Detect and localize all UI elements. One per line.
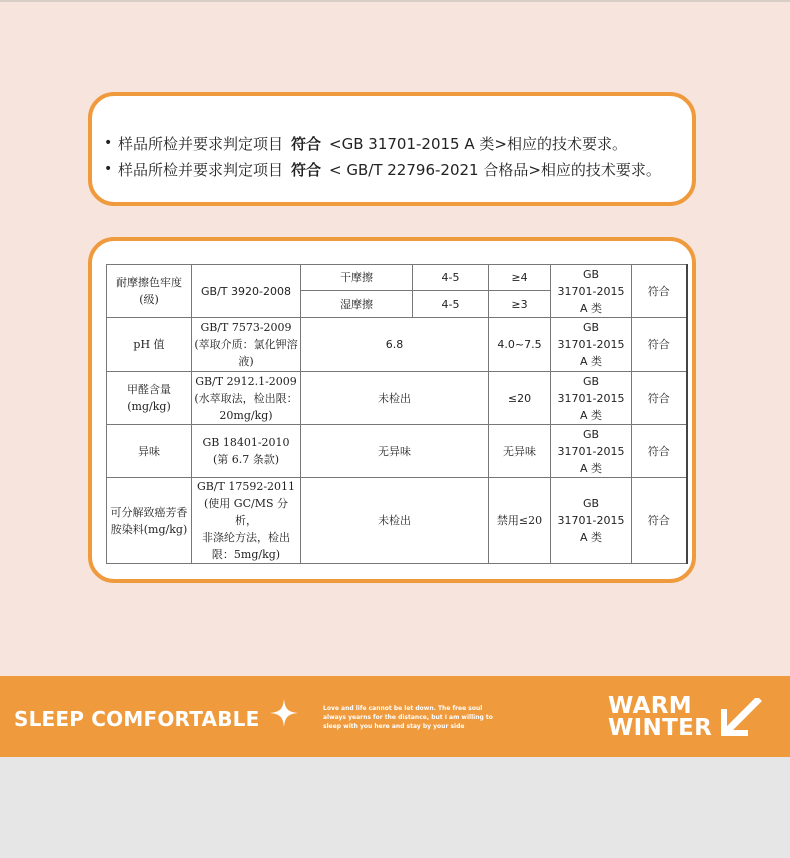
statement-prefix: 样品所检并要求判定项目 <box>118 160 284 179</box>
compliance-statement <box>104 130 661 156</box>
top-divider <box>0 0 790 2</box>
subitem-cell: 干摩擦 <box>301 265 413 291</box>
compliance-statement <box>104 156 661 182</box>
method-cell: GB/T 3920-2008 <box>192 265 301 318</box>
result-cell: 4-5 <box>413 265 489 291</box>
bottom-gray-area <box>0 757 790 858</box>
limit-cell: 禁用≤20 <box>489 478 551 564</box>
item-cell: 异味 <box>107 425 192 478</box>
limit-cell: 4.0~7.5 <box>489 318 551 372</box>
item-cell: 耐摩擦色牢度 (级) <box>107 265 192 318</box>
statement-verdict: 符合 <box>291 134 322 153</box>
statement-standard: <GB 31701-2015 A 类>相应的技术要求。 <box>329 134 627 153</box>
table-row <box>107 478 687 564</box>
limit-cell: ≥4 <box>489 265 551 291</box>
arrow-down-left-icon <box>717 698 763 738</box>
brand-line-1: WARM <box>608 693 692 719</box>
method-cell: GB/T 2912.1-2009 (水萃取法，检出限： 20mg/kg) <box>192 372 301 425</box>
result-cell: 未检出 <box>301 478 489 564</box>
compliance-summary-card <box>88 92 696 206</box>
verdict-cell: 符合 <box>632 478 687 564</box>
verdict-cell: 符合 <box>632 318 687 372</box>
result-cell: 6.8 <box>301 318 489 372</box>
standard-cell: GB 31701-2015 A 类 <box>551 318 632 372</box>
subitem-cell: 湿摩擦 <box>301 291 413 318</box>
standard-cell: GB 31701-2015 A 类 <box>551 478 632 564</box>
method-cell: GB 18401-2010 (第 6.7 条款) <box>192 425 301 478</box>
test-results-table <box>106 264 688 564</box>
table-row <box>107 318 687 372</box>
limit-cell: ≤20 <box>489 372 551 425</box>
method-cell: GB/T 7573-2009 (萃取介质：氯化钾溶 液) <box>192 318 301 372</box>
sparkle-icon <box>269 698 299 728</box>
table-row <box>107 265 687 291</box>
footer-tagline: SLEEP COMFORTABLE <box>14 707 260 731</box>
verdict-cell: 符合 <box>632 372 687 425</box>
brand-logo <box>608 695 712 739</box>
item-cell: 甲醛含量 (mg/kg) <box>107 372 192 425</box>
table-row <box>107 372 687 425</box>
footer-blurb: Love and life cannot be let down. The free soul always yearns for the distance, but I am willing to sleep with you here and stay by your side <box>323 705 493 730</box>
brand-line-2: WINTER <box>608 715 713 741</box>
statement-verdict: 符合 <box>291 160 322 179</box>
item-cell: 可分解致癌芳香 胺染料(mg/kg) <box>107 478 192 564</box>
limit-cell: 无异味 <box>489 425 551 478</box>
verdict-cell: 符合 <box>632 265 687 318</box>
standard-cell: GB 31701-2015 A 类 <box>551 425 632 478</box>
footer-banner <box>0 676 790 757</box>
statement-prefix: 样品所检并要求判定项目 <box>118 134 284 153</box>
bullet-icon: • <box>104 135 113 151</box>
verdict-cell: 符合 <box>632 425 687 478</box>
item-cell: pH 值 <box>107 318 192 372</box>
result-cell: 未检出 <box>301 372 489 425</box>
standard-cell: GB 31701-2015 A 类 <box>551 372 632 425</box>
statement-standard: < GB/T 22796-2021 合格品>相应的技术要求。 <box>329 160 661 179</box>
compliance-statement-list <box>104 130 661 182</box>
standard-cell: GB 31701-2015 A 类 <box>551 265 632 318</box>
result-cell: 无异味 <box>301 425 489 478</box>
bullet-icon: • <box>104 161 113 177</box>
limit-cell: ≥3 <box>489 291 551 318</box>
table-row <box>107 425 687 478</box>
result-cell: 4-5 <box>413 291 489 318</box>
method-cell: GB/T 17592-2011 (使用 GC/MS 分析， 非涤纶方法，检出 限：5mg/kg) <box>192 478 301 564</box>
test-results-card <box>88 237 696 583</box>
